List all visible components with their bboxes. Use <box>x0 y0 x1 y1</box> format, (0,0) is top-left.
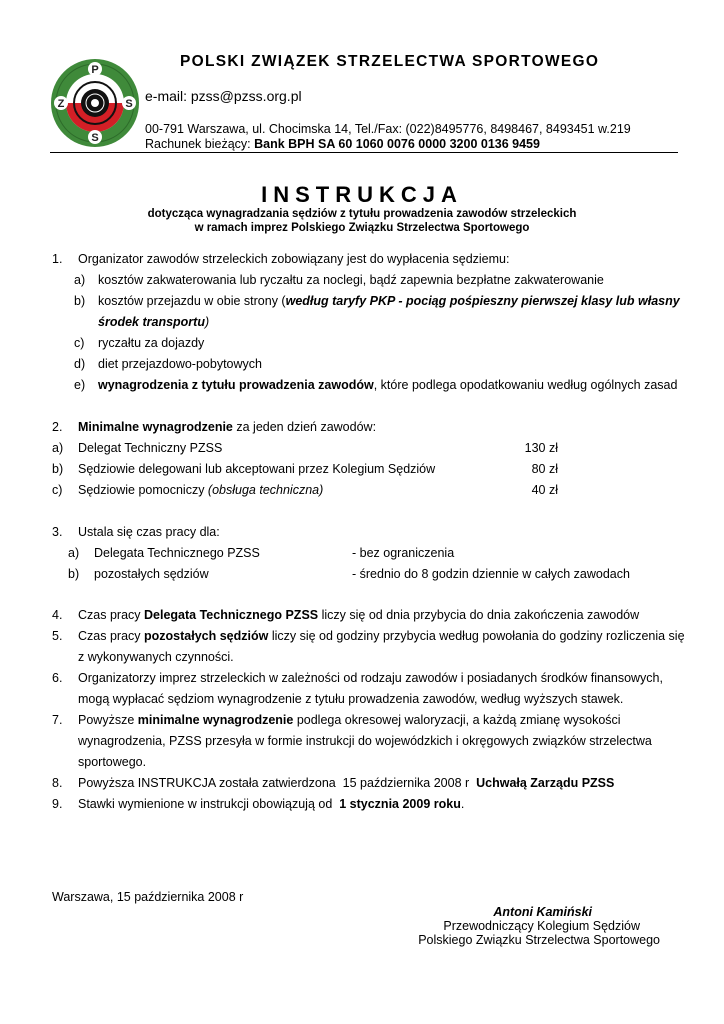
header-divider <box>50 152 678 153</box>
rate-row-c-amount: 40 zł <box>531 483 558 497</box>
section-1b-text <box>98 294 680 308</box>
rate-row-a-amount: 130 zł <box>524 441 558 455</box>
section-5-number: 5. <box>52 629 63 643</box>
section-4-number: 4. <box>52 608 63 622</box>
section-5-bold: pozostałych sędziów <box>144 629 269 643</box>
rate-row-c-letter: c) <box>52 483 63 497</box>
section-1e-plain: , które podlega opodatkowaniu według ogólnych zasad <box>373 378 678 392</box>
worktime-row-b-value: - średnio do 8 godzin dziennie w całych zawodach <box>352 567 630 581</box>
section-7-plain-1: Powyższe <box>78 713 138 727</box>
rate-row-a-letter: a) <box>52 441 64 455</box>
address-line: 00-791 Warszawa, ul. Chocimska 14, Tel./Fax: (022)8495776, 8498467, 8493451 w.219 <box>145 122 631 136</box>
section-1a-text: kosztów zakwaterowania lub ryczałtu za noclegi, bądź zapewnia bezpłatne zakwaterowanie <box>98 273 604 287</box>
section-1e-letter: e) <box>74 378 86 392</box>
section-4-bold: Delegata Technicznego PZSS <box>144 608 319 622</box>
section-1b-continued <box>98 315 209 329</box>
section-9-plain-1: Stawki wymienione w instrukcji obowiązują od <box>78 797 340 811</box>
section-9-bold: 1 stycznia 2009 roku <box>339 797 461 811</box>
section-3-text: Ustala się czas pracy dla: <box>78 525 220 539</box>
section-4-text <box>78 608 639 622</box>
signer-role-1: Przewodniczący Kolegium Sędziów <box>443 919 640 933</box>
section-2-number: 2. <box>52 420 63 434</box>
section-7-bold: minimalne wynagrodzenie <box>137 713 294 727</box>
section-3-number: 3. <box>52 525 63 539</box>
document-subtitle-2: w ramach imprez Polskiego Związku Strzelectwa Sportowego <box>194 222 530 234</box>
bank-account-line <box>145 137 540 151</box>
section-1c-letter: c) <box>74 336 85 350</box>
rate-row-b-amount: 80 zł <box>531 462 558 476</box>
signer-name: Antoni Kamiński <box>493 905 592 919</box>
section-1b-bold-2: środek transportu <box>98 315 205 329</box>
worktime-row-a-label: Delegata Technicznego PZSS <box>94 546 260 560</box>
document-subtitle-1: dotycząca wynagradzania sędziów z tytułu prowadzenia zawodów strzeleckich <box>147 208 577 220</box>
account-value: Bank BPH SA 60 1060 0076 0000 3200 0136 9459 <box>254 137 540 151</box>
section-5-plain-1: Czas pracy <box>78 629 144 643</box>
section-1e-bold: wynagrodzenia z tytułu prowadzenia zawodów <box>98 378 374 392</box>
section-7-number: 7. <box>52 713 63 727</box>
logo-letter-top: P <box>91 64 99 76</box>
section-8-text <box>78 776 614 790</box>
section-1b-plain: kosztów przejazdu w obie strony ( <box>98 294 286 308</box>
rate-row-c-label <box>78 483 323 497</box>
section-4-plain-1: Czas pracy <box>78 608 144 622</box>
section-8-plain: Powyższa INSTRUKCJA została zatwierdzona 15 października 2008 r <box>78 776 477 790</box>
section-1c-text: ryczałtu za dojazdy <box>98 336 205 350</box>
section-5-continued: z wykonywanych czynności. <box>78 650 234 664</box>
section-6-text-2: mogą wypłacać sędziom wynagrodzenie z tytułu prowadzenia zawodów, według wyższych stawek. <box>78 692 624 706</box>
email-link[interactable]: e-mail: pzss@pzss.org.pl <box>145 88 302 104</box>
section-5-plain-2: liczy się od godziny przybycia według powołania do godziny rozliczenia się <box>268 629 685 643</box>
worktime-row-a-letter: a) <box>68 546 80 560</box>
section-7-text-3: sportowego. <box>78 755 147 769</box>
account-label: Rachunek bieżący: <box>145 137 255 151</box>
section-1e-text <box>98 378 677 392</box>
section-2-text <box>78 420 376 434</box>
section-5-text <box>78 629 685 643</box>
pzss-logo <box>50 58 140 148</box>
rate-row-c-label-text: Sędziowie pomocniczy <box>78 483 208 497</box>
section-7-text-2: wynagrodzenia, PZSS przesyła w formie instrukcji do wojewódzkich i okręgowych związków strzelectwa <box>78 734 652 748</box>
rate-row-c-label-italic: (obsługa techniczna) <box>207 483 324 497</box>
section-4-plain-2: liczy się od dnia przybycia do dnia zakończenia zawodów <box>318 608 640 622</box>
rate-row-a-label <box>78 441 222 455</box>
rate-row-b-label-text: Sędziowie delegowani lub akceptowani przez Kolegium Sędziów <box>78 462 436 476</box>
rate-row-b-label <box>78 462 435 476</box>
section-1-text: Organizator zawodów strzeleckich zobowiązany jest do wypłacenia sędziemu: <box>78 252 510 266</box>
section-1b-bold-1: według taryfy PKP - pociąg pośpieszny pierwszej klasy lub własny <box>285 294 680 308</box>
section-8-number: 8. <box>52 776 63 790</box>
rate-row-a-label-text: Delegat Techniczny PZSS <box>78 441 223 455</box>
section-9-plain-2: . <box>460 797 465 811</box>
worktime-row-b-label: pozostałych sędziów <box>94 567 209 581</box>
section-7-plain-2: podlega okresowej waloryzacji, a każdą zmianę wysokości <box>293 713 621 727</box>
section-1b-letter: b) <box>74 294 86 308</box>
section-1d-letter: d) <box>74 357 86 371</box>
worktime-row-a-value: - bez ograniczenia <box>352 546 455 560</box>
logo-letter-bottom: S <box>91 132 99 144</box>
section-9-text <box>78 797 464 811</box>
rate-row-b-letter: b) <box>52 462 64 476</box>
section-7-text-1 <box>78 713 621 727</box>
section-8-bold: Uchwałą Zarządu PZSS <box>476 776 615 790</box>
section-1a-letter: a) <box>74 273 86 287</box>
section-2-bold: Minimalne wynagrodzenie <box>78 420 233 434</box>
signer-role-2: Polskiego Związku Strzelectwa Sportowego <box>418 933 660 947</box>
logo-letter-left: Z <box>57 98 65 110</box>
section-6-text-1: Organizatorzy imprez strzeleckich w zależności od rodzaju zawodów i posiadanych środków finansowych, <box>78 671 663 685</box>
section-1d-text: diet przejazdowo-pobytowych <box>98 357 262 371</box>
section-2-plain: za jeden dzień zawodów: <box>232 420 377 434</box>
place-date: Warszawa, 15 października 2008 r <box>52 890 244 904</box>
section-9-number: 9. <box>52 797 63 811</box>
organization-name: POLSKI ZWIĄZEK STRZELECTWA SPORTOWEGO <box>180 53 600 70</box>
document-title: INSTRUKCJA <box>261 182 463 207</box>
worktime-row-b-letter: b) <box>68 567 80 581</box>
section-1b-close: ) <box>204 315 210 329</box>
logo-letter-right: S <box>125 98 133 110</box>
section-6-number: 6. <box>52 671 63 685</box>
section-1-number: 1. <box>52 252 63 266</box>
